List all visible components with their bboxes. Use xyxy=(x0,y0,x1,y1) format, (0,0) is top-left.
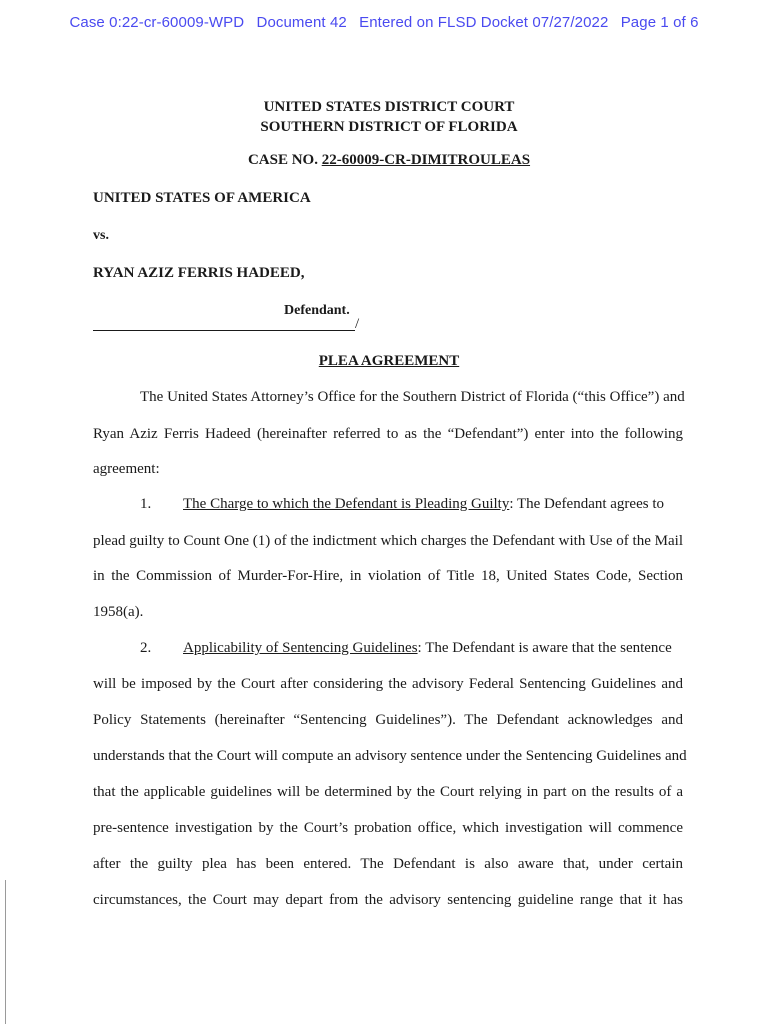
paragraph-2-line-5: that the applicable guidelines will be determined by the Court relying in part on the results of a xyxy=(93,784,683,800)
paragraph-2-line-6: pre-sentence investigation by the Court’s probation office, which investigation will commence xyxy=(93,820,683,836)
paragraph-2-heading: Applicability of Sentencing Guidelines xyxy=(183,640,418,656)
paragraph-2-line-4: understands that the Court will compute an advisory sentence under the Sentencing Guidelines and xyxy=(93,748,687,764)
court-heading xyxy=(0,97,768,137)
intro-line-3: agreement: xyxy=(93,461,160,477)
case-number: 22-60009-CR-DIMITROULEAS xyxy=(321,152,531,168)
plaintiff-name: UNITED STATES OF AMERICA xyxy=(93,190,311,206)
paragraph-1-heading: The Charge to which the Defendant is Pleading Guilty xyxy=(183,496,510,512)
paragraph-1-line-4: 1958(a). xyxy=(93,604,144,620)
intro-line-1: The United States Attorney’s Office for the Southern District of Florida (“this Office”) and xyxy=(140,389,685,405)
paragraph-2-line-7: after the guilty plea has been entered. The Defendant is also aware that, under certain xyxy=(93,856,683,872)
paragraph-2-first-line xyxy=(183,640,683,657)
defendant-name: RYAN AZIZ FERRIS HADEED, xyxy=(93,265,305,281)
caption-rule xyxy=(93,330,355,331)
paragraph-2-line-3: Policy Statements (hereinafter “Sentencing Guidelines”). The Defendant acknowledges and xyxy=(93,712,683,728)
paragraph-2-number: 2. xyxy=(140,640,152,656)
paragraph-2-line-2: will be imposed by the Court after considering the advisory Federal Sentencing Guidelines and xyxy=(93,676,683,692)
versus-label: vs. xyxy=(93,228,109,243)
defendant-label: Defendant. xyxy=(284,303,350,318)
docket-document-number: Document 42 xyxy=(256,14,347,31)
docket-case-number: Case 0:22-cr-60009-WPD xyxy=(69,14,245,31)
paragraph-1-line-3: in the Commission of Murder-For-Hire, in violation of Title 18, United States Code, Section xyxy=(93,568,683,584)
caption-slash: / xyxy=(355,316,360,332)
docket-page-number: Page 1 of 6 xyxy=(620,14,699,31)
document-title: PLEA AGREEMENT xyxy=(318,353,460,369)
docket-entered-date: Entered on FLSD Docket 07/27/2022 xyxy=(359,14,609,31)
paragraph-1-first-line xyxy=(183,496,683,513)
court-district: SOUTHERN DISTRICT OF FLORIDA xyxy=(260,119,518,135)
court-name: UNITED STATES DISTRICT COURT xyxy=(263,99,515,115)
paragraph-1-number: 1. xyxy=(140,496,152,512)
intro-line-2: Ryan Aziz Ferris Hadeed (hereinafter referred to as the “Defendant”) enter into the following xyxy=(93,426,683,442)
case-number-line xyxy=(0,152,768,169)
paragraph-1-line-2: plead guilty to Count One (1) of the indictment which charges the Defendant with Use of the Mail xyxy=(93,533,683,549)
paragraph-2-first-line-text: : The Defendant is aware that the sentence xyxy=(417,640,672,656)
paragraph-2-line-8: circumstances, the Court may depart from the advisory sentencing guideline range that it has xyxy=(93,892,683,908)
case-number-prefix: CASE NO. xyxy=(247,152,322,168)
paragraph-1-first-line-text: : The Defendant agrees to xyxy=(509,496,664,512)
